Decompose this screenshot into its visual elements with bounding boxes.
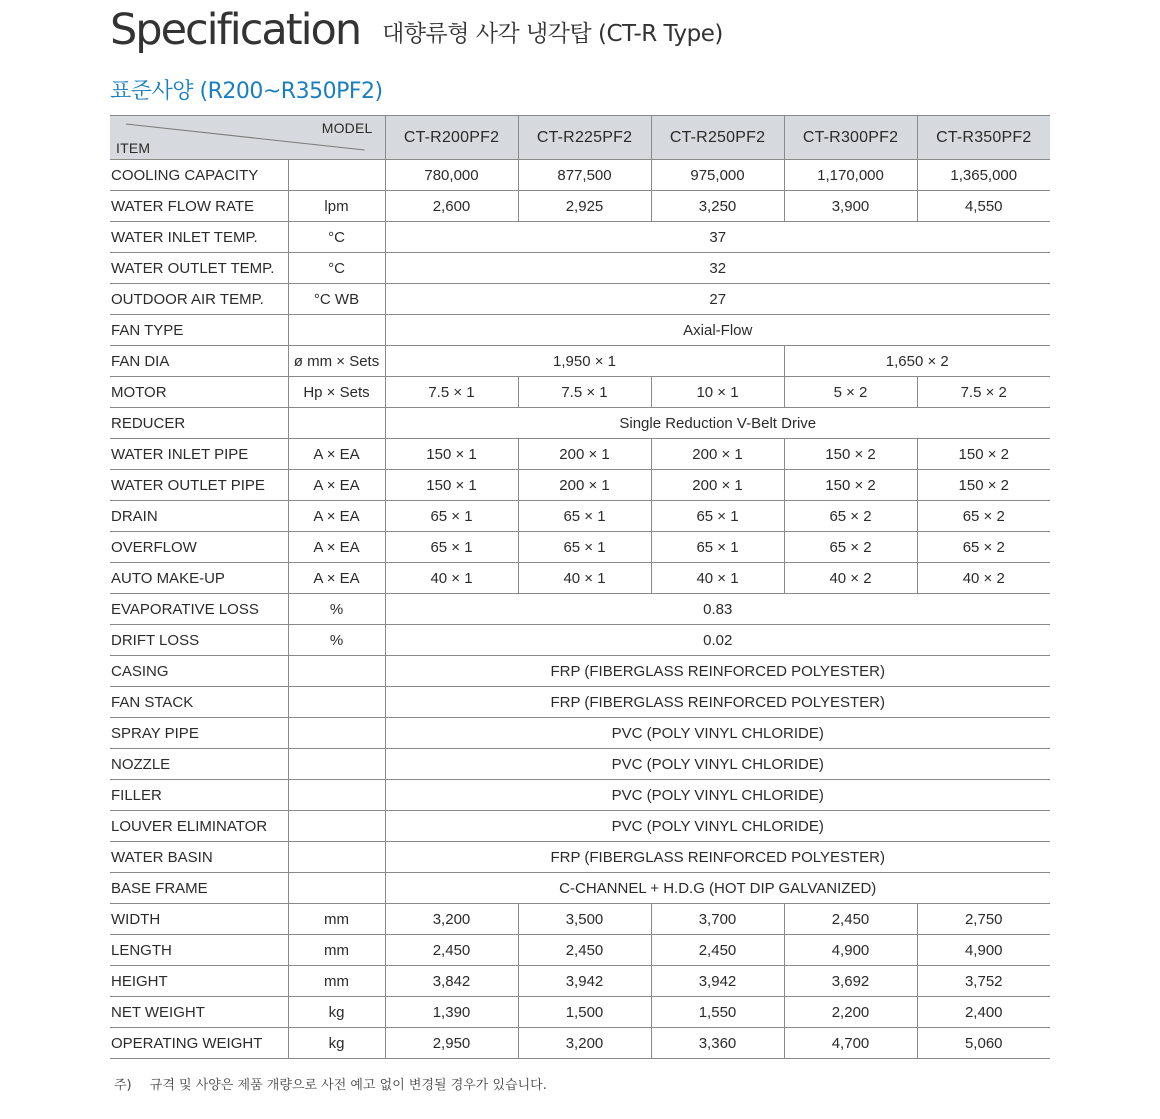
table-corner-header [110, 116, 385, 160]
footnote-mark: 주) [114, 1078, 132, 1093]
row-item-label: OVERFLOW [110, 532, 288, 563]
row-item-label: WATER INLET PIPE [110, 439, 288, 470]
table-row [110, 749, 1050, 780]
row-value-cell: 2,450 [651, 935, 784, 966]
row-value-cell: 3,752 [917, 966, 1050, 997]
row-value-cell: 4,700 [784, 1028, 917, 1059]
table-row [110, 470, 1050, 501]
row-unit: A × EA [288, 563, 385, 594]
row-item-label: COOLING CAPACITY [110, 160, 288, 191]
row-value-cell: 65 × 1 [651, 501, 784, 532]
row-value-cell: 0.83 [385, 594, 1050, 625]
row-unit: mm [288, 935, 385, 966]
row-unit [288, 842, 385, 873]
page-title-row [110, 0, 723, 56]
row-item-label: MOTOR [110, 377, 288, 408]
row-value-cell: 4,550 [917, 191, 1050, 222]
row-value-cell: 2,200 [784, 997, 917, 1028]
row-unit: lpm [288, 191, 385, 222]
row-unit [288, 160, 385, 191]
row-item-label: EVAPORATIVE LOSS [110, 594, 288, 625]
row-value-cell: 65 × 1 [385, 532, 518, 563]
page-subtitle: 대향류형 사각 냉각탑 (CT-R Type) [382, 21, 723, 47]
row-value-cell: 2,925 [518, 191, 651, 222]
table-row [110, 780, 1050, 811]
model-header: CT-R225PF2 [518, 116, 651, 160]
footnote [114, 1074, 547, 1093]
table-row [110, 904, 1050, 935]
row-value-cell: Axial-Flow [385, 315, 1050, 346]
row-value-cell: 150 × 2 [917, 470, 1050, 501]
row-unit: ø mm × Sets [288, 346, 385, 377]
row-item-label: SPRAY PIPE [110, 718, 288, 749]
row-value-cell: FRP (FIBERGLASS REINFORCED POLYESTER) [385, 656, 1050, 687]
table-row [110, 718, 1050, 749]
table-row [110, 346, 1050, 377]
row-value-cell: 200 × 1 [651, 439, 784, 470]
row-value-cell: 5,060 [917, 1028, 1050, 1059]
row-value-cell: 5 × 2 [784, 377, 917, 408]
table-row [110, 439, 1050, 470]
row-unit: °C [288, 253, 385, 284]
row-value-cell: 27 [385, 284, 1050, 315]
row-item-label: FAN TYPE [110, 315, 288, 346]
footnote-text: 규격 및 사양은 제품 개량으로 사전 예고 없이 변경될 경우가 있습니다. [149, 1078, 547, 1093]
row-value-cell: 3,700 [651, 904, 784, 935]
row-unit: % [288, 625, 385, 656]
model-header: CT-R300PF2 [784, 116, 917, 160]
row-value-cell: 2,600 [385, 191, 518, 222]
row-value-cell: 150 × 2 [784, 439, 917, 470]
row-value-cell: 150 × 2 [784, 470, 917, 501]
page-title: Specification [110, 5, 361, 55]
row-value-cell: 3,200 [385, 904, 518, 935]
row-item-label: WATER OUTLET PIPE [110, 470, 288, 501]
row-value-cell: 40 × 1 [651, 563, 784, 594]
row-value-cell: 975,000 [651, 160, 784, 191]
table-row [110, 625, 1050, 656]
row-value-cell: 3,842 [385, 966, 518, 997]
row-unit [288, 780, 385, 811]
row-item-label: DRAIN [110, 501, 288, 532]
table-row [110, 687, 1050, 718]
row-item-label: WATER OUTLET TEMP. [110, 253, 288, 284]
row-unit: A × EA [288, 501, 385, 532]
row-item-label: AUTO MAKE-UP [110, 563, 288, 594]
row-value-cell: 32 [385, 253, 1050, 284]
table-row [110, 315, 1050, 346]
row-item-label: LENGTH [110, 935, 288, 966]
row-item-label: CASING [110, 656, 288, 687]
row-value-cell: 2,450 [784, 904, 917, 935]
row-unit: °C [288, 222, 385, 253]
row-unit: mm [288, 966, 385, 997]
row-item-label: FILLER [110, 780, 288, 811]
row-value-cell: 3,500 [518, 904, 651, 935]
row-value-cell: 200 × 1 [518, 439, 651, 470]
row-value-cell: 3,250 [651, 191, 784, 222]
table-row [110, 532, 1050, 563]
row-value-cell: 780,000 [385, 160, 518, 191]
model-header: CT-R350PF2 [917, 116, 1050, 160]
row-value-cell: 3,692 [784, 966, 917, 997]
table-row [110, 408, 1050, 439]
row-value-cell: 65 × 1 [385, 501, 518, 532]
row-unit [288, 811, 385, 842]
row-item-label: HEIGHT [110, 966, 288, 997]
row-value-cell: 7.5 × 1 [385, 377, 518, 408]
table-row [110, 284, 1050, 315]
row-unit: A × EA [288, 470, 385, 501]
row-value-cell: 2,450 [518, 935, 651, 966]
row-value-cell: 3,942 [651, 966, 784, 997]
table-row [110, 842, 1050, 873]
row-value-cell: 1,500 [518, 997, 651, 1028]
row-value-cell: C-CHANNEL + H.D.G (HOT DIP GALVANIZED) [385, 873, 1050, 904]
row-value-cell: 1,650 × 2 [784, 346, 1050, 377]
row-value-cell: 3,200 [518, 1028, 651, 1059]
row-value-cell: Single Reduction V-Belt Drive [385, 408, 1050, 439]
row-value-cell: FRP (FIBERGLASS REINFORCED POLYESTER) [385, 687, 1050, 718]
row-value-cell: 150 × 1 [385, 470, 518, 501]
row-item-label: WATER INLET TEMP. [110, 222, 288, 253]
row-item-label: OPERATING WEIGHT [110, 1028, 288, 1059]
row-value-cell: 65 × 2 [784, 501, 917, 532]
row-value-cell: FRP (FIBERGLASS REINFORCED POLYESTER) [385, 842, 1050, 873]
table-row [110, 935, 1050, 966]
row-value-cell: 200 × 1 [518, 470, 651, 501]
table-row [110, 563, 1050, 594]
model-header: CT-R200PF2 [385, 116, 518, 160]
row-value-cell: 2,400 [917, 997, 1050, 1028]
row-value-cell: 40 × 2 [917, 563, 1050, 594]
table-row [110, 966, 1050, 997]
row-value-cell: 65 × 2 [917, 501, 1050, 532]
row-item-label: LOUVER ELIMINATOR [110, 811, 288, 842]
row-item-label: FAN STACK [110, 687, 288, 718]
row-unit: A × EA [288, 532, 385, 563]
row-value-cell: 150 × 2 [917, 439, 1050, 470]
row-value-cell: 1,950 × 1 [385, 346, 784, 377]
row-value-cell: 1,170,000 [784, 160, 917, 191]
row-value-cell: 3,360 [651, 1028, 784, 1059]
row-item-label: WATER BASIN [110, 842, 288, 873]
table-row [110, 811, 1050, 842]
row-item-label: DRIFT LOSS [110, 625, 288, 656]
spec-table-body [110, 160, 1050, 1059]
row-value-cell: PVC (POLY VINYL CHLORIDE) [385, 718, 1050, 749]
table-row [110, 377, 1050, 408]
row-value-cell: 40 × 1 [518, 563, 651, 594]
table-row [110, 253, 1050, 284]
row-value-cell: 4,900 [917, 935, 1050, 966]
row-unit [288, 873, 385, 904]
row-value-cell: 200 × 1 [651, 470, 784, 501]
row-unit [288, 656, 385, 687]
corner-model-label: MODEL [321, 120, 373, 136]
table-row [110, 222, 1050, 253]
row-value-cell: 40 × 2 [784, 563, 917, 594]
row-unit [288, 749, 385, 780]
table-row [110, 1028, 1050, 1059]
table-row [110, 501, 1050, 532]
row-unit [288, 718, 385, 749]
row-value-cell: 0.02 [385, 625, 1050, 656]
row-value-cell: 150 × 1 [385, 439, 518, 470]
row-value-cell: 2,450 [385, 935, 518, 966]
row-value-cell: 40 × 1 [385, 563, 518, 594]
row-unit [288, 408, 385, 439]
row-value-cell: 65 × 1 [518, 501, 651, 532]
row-unit: Hp × Sets [288, 377, 385, 408]
row-unit [288, 315, 385, 346]
row-item-label: REDUCER [110, 408, 288, 439]
row-value-cell: 877,500 [518, 160, 651, 191]
row-value-cell: 7.5 × 1 [518, 377, 651, 408]
row-value-cell: 1,365,000 [917, 160, 1050, 191]
row-item-label: OUTDOOR AIR TEMP. [110, 284, 288, 315]
table-row [110, 873, 1050, 904]
row-unit: A × EA [288, 439, 385, 470]
table-row [110, 594, 1050, 625]
row-value-cell: 1,390 [385, 997, 518, 1028]
row-value-cell: 2,750 [917, 904, 1050, 935]
row-unit: kg [288, 997, 385, 1028]
row-unit: °C WB [288, 284, 385, 315]
row-unit: kg [288, 1028, 385, 1059]
table-row [110, 191, 1050, 222]
row-item-label: FAN DIA [110, 346, 288, 377]
table-header-row [110, 116, 1050, 160]
row-item-label: WIDTH [110, 904, 288, 935]
section-title: 표준사양 (R200~R350PF2) [110, 79, 383, 104]
row-value-cell: 37 [385, 222, 1050, 253]
table-row [110, 656, 1050, 687]
row-value-cell: 65 × 1 [518, 532, 651, 563]
row-unit: mm [288, 904, 385, 935]
corner-item-label: ITEM [116, 140, 151, 156]
row-value-cell: 3,900 [784, 191, 917, 222]
row-value-cell: 1,550 [651, 997, 784, 1028]
row-value-cell: 65 × 2 [917, 532, 1050, 563]
row-value-cell: 7.5 × 2 [917, 377, 1050, 408]
row-value-cell: PVC (POLY VINYL CHLORIDE) [385, 780, 1050, 811]
row-value-cell: 2,950 [385, 1028, 518, 1059]
row-item-label: WATER FLOW RATE [110, 191, 288, 222]
row-value-cell: 10 × 1 [651, 377, 784, 408]
table-row [110, 160, 1050, 191]
row-value-cell: 65 × 2 [784, 532, 917, 563]
row-value-cell: 65 × 1 [651, 532, 784, 563]
spec-table [110, 115, 1050, 1059]
model-header: CT-R250PF2 [651, 116, 784, 160]
row-item-label: NOZZLE [110, 749, 288, 780]
row-item-label: BASE FRAME [110, 873, 288, 904]
row-value-cell: PVC (POLY VINYL CHLORIDE) [385, 811, 1050, 842]
row-value-cell: PVC (POLY VINYL CHLORIDE) [385, 749, 1050, 780]
table-row [110, 997, 1050, 1028]
row-item-label: NET WEIGHT [110, 997, 288, 1028]
row-unit [288, 687, 385, 718]
row-unit: % [288, 594, 385, 625]
row-value-cell: 4,900 [784, 935, 917, 966]
row-value-cell: 3,942 [518, 966, 651, 997]
